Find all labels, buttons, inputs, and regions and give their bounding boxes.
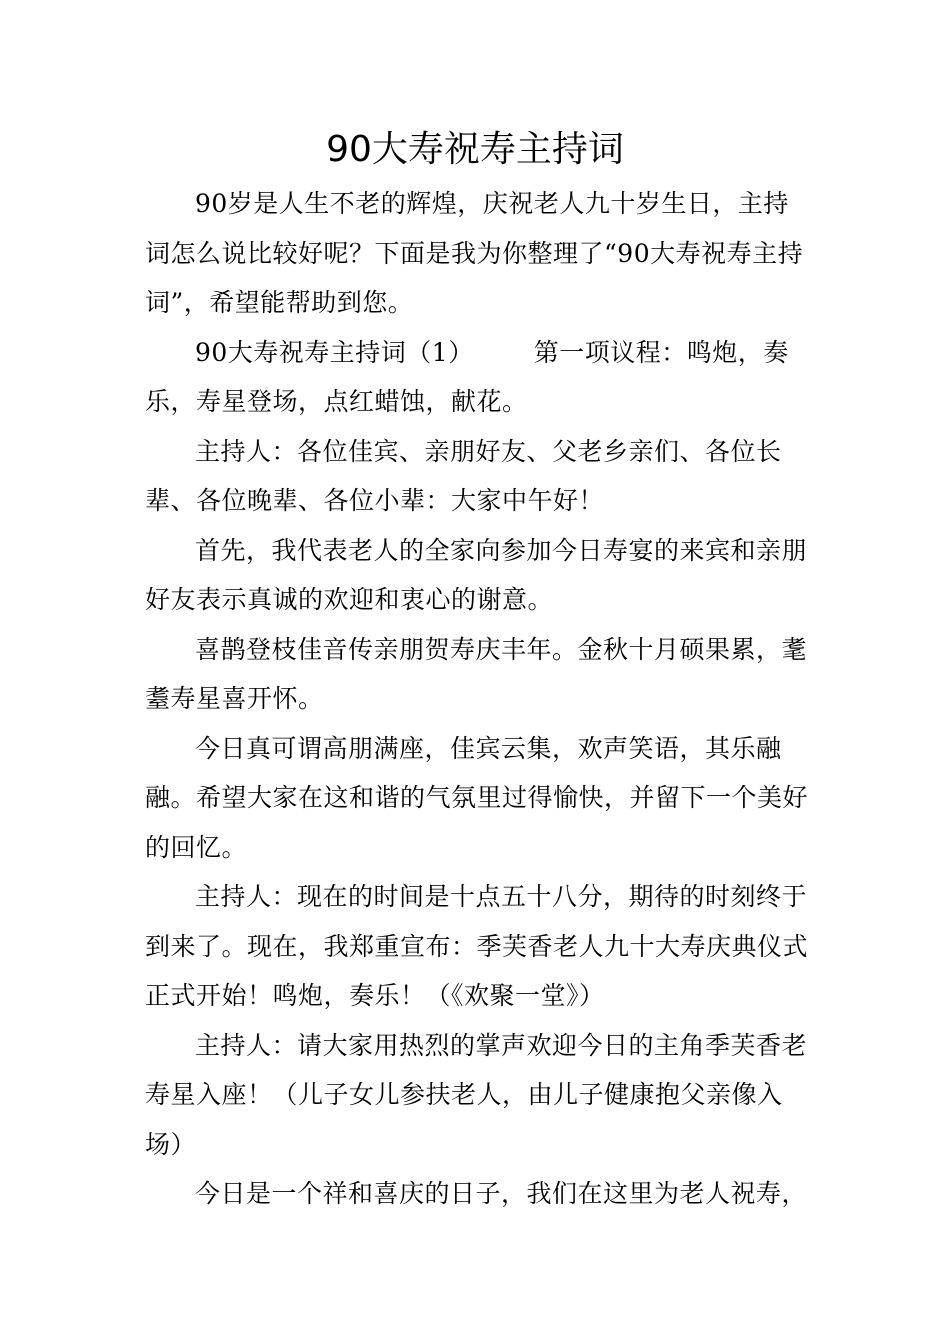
body-paragraph: 今日真可谓高朋满座，佳宾云集，欢声笑语，其乐融融。希望大家在这和谐的气氛里过得愉快，并留下一个美好的回忆。 bbox=[145, 733, 809, 862]
intro-paragraph: 90岁是人生不老的辉煌，庆祝老人九十岁生日，主持词怎么说比较好呢？下面是我为你整理了“90大寿祝寿主持词”，希望能帮助到您。 bbox=[145, 189, 804, 317]
body-paragraph: 首先，我代表老人的全家向参加今日寿宴的来宾和亲朋好友表示真诚的欢迎和衷心的谢意。 bbox=[145, 535, 808, 614]
section-first-item: 第一项议程：鸣炮，奏乐，寿星登场，点红蜡蚀，献花。 bbox=[145, 337, 789, 416]
body-paragraph: 喜鹊登枝佳音传亲朋贺寿庆丰年。金秋十月硕果累，耄耋寿星喜开怀。 bbox=[145, 634, 808, 713]
section-heading: 90大寿祝寿主持词（1） bbox=[195, 337, 474, 367]
body-paragraph: 主持人：请大家用热烈的掌声欢迎今日的主角季芙香老寿星入座！（儿子女儿参扶老人，由儿子健康抱父亲像入场） bbox=[145, 1030, 808, 1159]
section-paragraph bbox=[145, 328, 810, 427]
body-paragraph: 主持人：现在的时间是十点五十八分，期待的时刻终于到来了。现在，我郑重宣布：季芙香老人九十大寿庆典仪式正式开始！鸣炮，奏乐！（《欢聚一堂》） bbox=[145, 882, 809, 1010]
body-paragraph: 今日是一个祥和喜庆的日子，我们在这里为老人祝寿， bbox=[195, 1179, 808, 1208]
body-paragraph: 主持人：各位佳宾、亲朋好友、父老乡亲们、各位长辈、各位晚辈、各位小辈：大家中午好！ bbox=[145, 436, 782, 515]
document-title: 90大寿祝寿主持词 bbox=[326, 129, 624, 170]
document-body bbox=[145, 179, 810, 1219]
